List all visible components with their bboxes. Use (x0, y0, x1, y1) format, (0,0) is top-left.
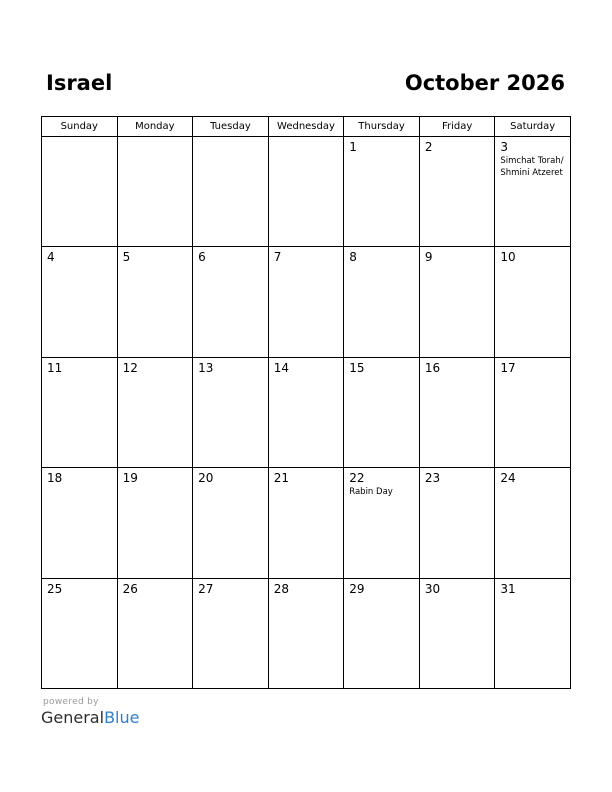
day-cell (344, 137, 420, 247)
day-number: 27 (198, 581, 214, 596)
day-cell (495, 247, 571, 357)
day-number: 18 (47, 471, 63, 486)
day-cell (268, 357, 344, 467)
day-number: 28 (273, 581, 289, 596)
day-cell (117, 578, 193, 688)
day-number: 26 (122, 581, 138, 596)
day-number: 5 (122, 250, 131, 265)
day-cell (419, 247, 495, 357)
country-title: Israel (46, 71, 113, 95)
brand-name-blue: Blue (104, 708, 140, 727)
day-number: 19 (122, 471, 138, 486)
day-number: 23 (424, 471, 441, 486)
day-cell (117, 357, 193, 467)
day-number: 11 (47, 360, 63, 375)
day-number: 10 (500, 250, 516, 265)
holiday-label: Simchat Torah/ Shmini Atzeret (500, 156, 564, 178)
day-cell (193, 137, 269, 247)
day-cell (268, 137, 344, 247)
day-number: 20 (198, 471, 214, 486)
day-number: 4 (47, 250, 55, 265)
day-cell (495, 137, 571, 247)
day-number: 21 (273, 471, 289, 486)
month-year-title: October 2026 (404, 71, 565, 95)
day-cell (117, 247, 193, 357)
day-number: 16 (424, 360, 441, 375)
brand-logo[interactable] (41, 708, 139, 727)
weekday-header-row (42, 117, 571, 137)
weekday-header: Tuesday (193, 117, 269, 137)
day-cell (117, 137, 193, 247)
day-number: 14 (273, 360, 289, 375)
day-number: 25 (47, 581, 63, 596)
holiday-label: Rabin Day (349, 487, 393, 498)
day-cell (193, 247, 269, 357)
day-cell (344, 357, 420, 467)
day-number: 31 (500, 581, 516, 596)
day-number: 22 (349, 471, 365, 486)
weekday-header: Friday (419, 117, 495, 137)
day-cell (193, 357, 269, 467)
day-cell (42, 357, 118, 467)
day-cell (495, 468, 571, 578)
day-cell (42, 468, 118, 578)
day-number: 30 (424, 581, 441, 596)
day-cell (344, 247, 420, 357)
day-number: 17 (500, 360, 516, 375)
day-cell (268, 247, 344, 357)
day-cell (495, 357, 571, 467)
day-cell (419, 137, 495, 247)
week-row (42, 247, 571, 357)
day-number: 15 (349, 360, 365, 375)
day-cell (344, 468, 420, 578)
day-cell (42, 247, 118, 357)
weekday-header: Wednesday (268, 117, 344, 137)
week-row (42, 578, 571, 688)
day-cell (268, 578, 344, 688)
day-number: 6 (198, 250, 206, 265)
day-cell (419, 578, 495, 688)
day-number: 8 (349, 250, 357, 265)
day-cell (419, 357, 495, 467)
weekday-header: Sunday (42, 117, 118, 137)
day-cell (495, 578, 571, 688)
day-cell (42, 578, 118, 688)
day-cell (117, 468, 193, 578)
day-cell (344, 578, 420, 688)
day-number: 24 (500, 471, 516, 486)
day-number: 29 (349, 581, 365, 596)
weekday-header: Thursday (344, 117, 420, 137)
week-row (42, 137, 571, 247)
day-number: 3 (500, 140, 509, 154)
day-cell (193, 468, 269, 578)
weekday-header: Monday (117, 117, 193, 137)
weekday-header: Saturday (495, 117, 571, 137)
week-row (42, 357, 571, 467)
day-number: 2 (424, 140, 433, 154)
day-cell (268, 468, 344, 578)
day-number: 13 (198, 360, 214, 375)
brand-name-general: General (41, 708, 105, 727)
day-cell (419, 468, 495, 578)
day-number: 1 (349, 140, 357, 154)
week-row (42, 468, 571, 578)
day-cell (193, 578, 269, 688)
powered-by-label: powered by (43, 697, 99, 707)
day-number: 7 (273, 250, 282, 265)
day-number: 9 (424, 250, 433, 265)
calendar-grid (41, 116, 571, 689)
day-number: 12 (122, 360, 138, 375)
day-cell (42, 137, 118, 247)
